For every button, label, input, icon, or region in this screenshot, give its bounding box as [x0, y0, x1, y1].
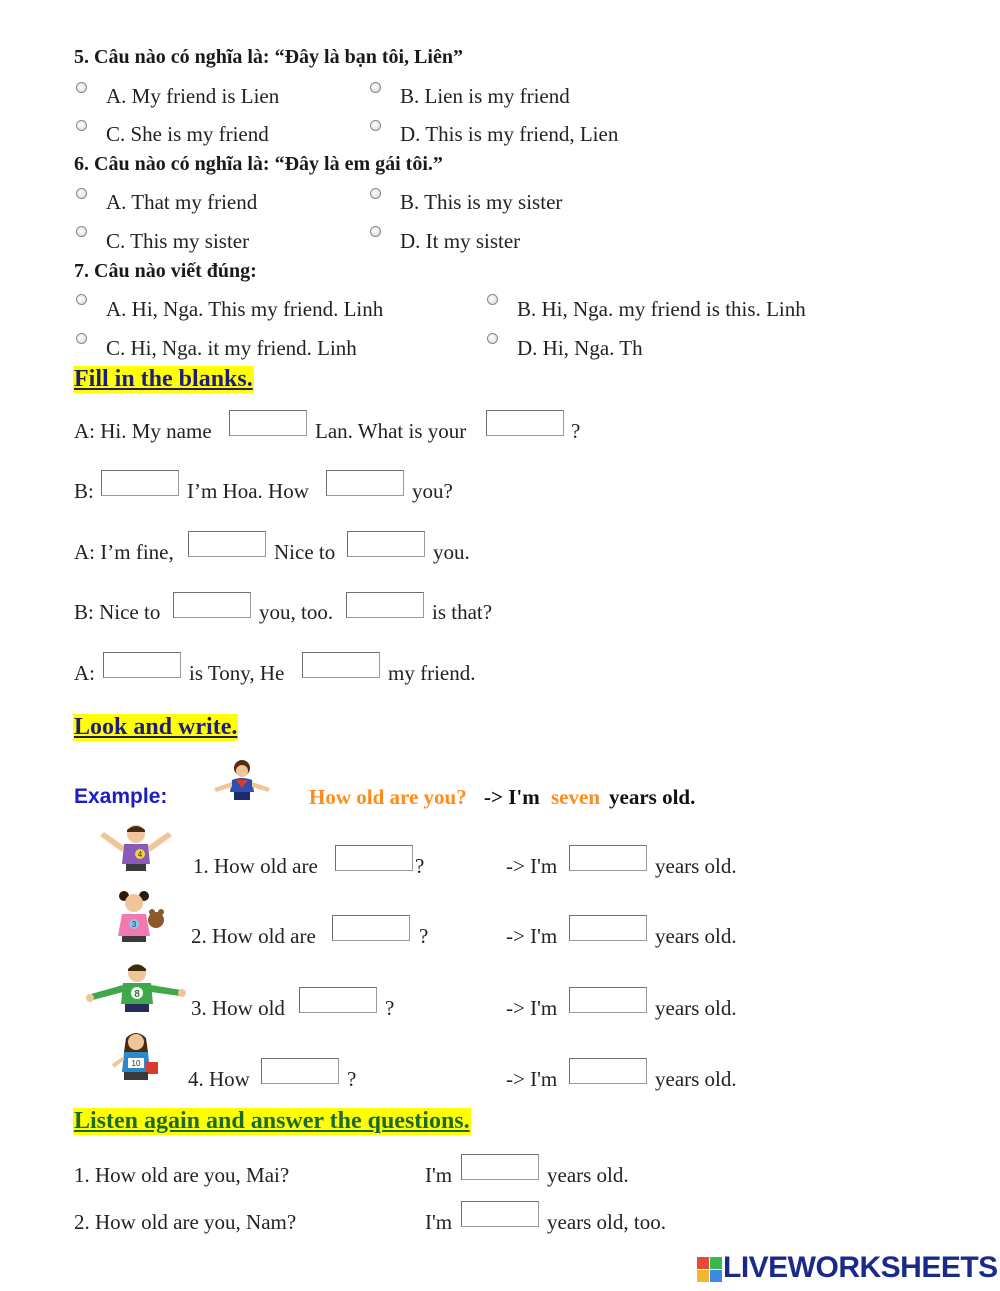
look-blank-4-question[interactable]	[261, 1058, 339, 1084]
radio-q5-b[interactable]	[370, 82, 381, 93]
look-blank-1-question[interactable]	[335, 845, 413, 871]
fill-line-1-c: ?	[571, 419, 581, 443]
liveworksheets-logo-icon	[697, 1255, 723, 1285]
example-question: How old are you?	[309, 785, 467, 809]
listen-item-2-question: 2. How old are you, Nam?	[74, 1210, 297, 1234]
option-q5-d: D. This is my friend, Lien	[400, 122, 619, 146]
look-blank-2-answer[interactable]	[569, 915, 647, 941]
radio-q6-b[interactable]	[370, 188, 381, 199]
option-q7-c: C. Hi, Nga. it my friend. Linh	[106, 336, 357, 360]
example-age: seven	[551, 785, 600, 809]
listen-item-2-tail: years old, too.	[547, 1210, 666, 1234]
example-tail: years old.	[609, 785, 696, 809]
fill-line-1-a: A: Hi. My name	[74, 419, 212, 443]
example-arrow: -> I'm	[484, 785, 540, 809]
look-heading: Look and write.	[74, 714, 238, 740]
radio-q5-d[interactable]	[370, 120, 381, 131]
listen-item-1-tail: years old.	[547, 1163, 629, 1187]
girl-age-ten-picture	[108, 1030, 168, 1082]
fill-line-5-c: my friend.	[388, 661, 476, 685]
option-q5-c: C. She is my friend	[106, 122, 269, 146]
option-q7-a: A. Hi, Nga. This my friend. Linh	[106, 297, 384, 321]
kid-4-number: 10	[131, 1059, 141, 1068]
radio-q5-c[interactable]	[76, 120, 87, 131]
radio-q7-c[interactable]	[76, 333, 87, 344]
listen-blank-2[interactable]	[461, 1201, 539, 1227]
fill-blank-7[interactable]	[173, 592, 251, 618]
question-6-title: 6. Câu nào có nghĩa là: “Đây là em gái tôi.”	[74, 153, 443, 175]
girl-age-three-picture	[108, 890, 170, 944]
fill-blank-4[interactable]	[326, 470, 404, 496]
boy-age-eight-picture	[85, 960, 187, 1014]
fill-line-4-c: is that?	[432, 600, 493, 624]
radio-q7-d[interactable]	[487, 333, 498, 344]
look-item-4-question: 4. How	[188, 1067, 250, 1091]
look-item-3-answer: -> I'm	[506, 996, 558, 1020]
fill-blank-1[interactable]	[229, 410, 307, 436]
look-blank-1-answer[interactable]	[569, 845, 647, 871]
option-q6-b: B. This is my sister	[400, 190, 563, 214]
option-q5-a: A. My friend is Lien	[106, 84, 280, 108]
fill-heading: Fill in the blanks.	[74, 366, 253, 392]
radio-q6-d[interactable]	[370, 226, 381, 237]
look-item-3-question: 3. How old	[191, 996, 285, 1020]
fill-blank-8[interactable]	[346, 592, 424, 618]
liveworksheets-logo-text[interactable]: LIVEWORKSHEETS	[723, 1251, 998, 1284]
listen-item-1-answer: I'm	[425, 1163, 453, 1187]
option-q7-b: B. Hi, Nga. my friend is this. Linh	[517, 297, 806, 321]
look-item-1-question: 1. How old are	[193, 854, 318, 878]
girl-example-picture	[210, 758, 274, 802]
fill-blank-10[interactable]	[302, 652, 380, 678]
fill-line-4-a: B: Nice to	[74, 600, 161, 624]
look-item-1-qmark: ?	[415, 854, 425, 878]
look-item-4-tail: years old.	[655, 1067, 737, 1091]
fill-line-5-b: is Tony, He	[189, 661, 285, 685]
option-q6-a: A. That my friend	[106, 190, 258, 214]
fill-blank-3[interactable]	[101, 470, 179, 496]
fill-line-4-b: you, too.	[259, 600, 334, 624]
look-item-2-question: 2. How old are	[191, 924, 316, 948]
fill-line-1-b: Lan. What is your	[315, 419, 467, 443]
fill-line-2-c: you?	[412, 479, 453, 503]
look-item-3-qmark: ?	[385, 996, 395, 1020]
look-item-2-qmark: ?	[419, 924, 429, 948]
option-q7-d: D. Hi, Nga. Th	[517, 336, 643, 360]
look-item-4-qmark: ?	[347, 1067, 357, 1091]
radio-q5-a[interactable]	[76, 82, 87, 93]
listen-item-2-answer: I'm	[425, 1210, 453, 1234]
kid-3-number: 8	[134, 989, 140, 1000]
look-item-3-tail: years old.	[655, 996, 737, 1020]
option-q6-c: C. This my sister	[106, 229, 250, 253]
fill-line-2-b: I’m Hoa. How	[187, 479, 309, 503]
boy-age-four-picture	[94, 822, 178, 872]
look-item-4-answer: -> I'm	[506, 1067, 558, 1091]
radio-q6-c[interactable]	[76, 226, 87, 237]
radio-q6-a[interactable]	[76, 188, 87, 199]
look-blank-3-answer[interactable]	[569, 987, 647, 1013]
look-item-2-tail: years old.	[655, 924, 737, 948]
fill-blank-2[interactable]	[486, 410, 564, 436]
question-7-title: 7. Câu nào viết đúng:	[74, 260, 257, 282]
listen-item-1-question: 1. How old are you, Mai?	[74, 1163, 290, 1187]
radio-q7-b[interactable]	[487, 294, 498, 305]
listen-blank-1[interactable]	[461, 1154, 539, 1180]
fill-line-3-b: Nice to	[274, 540, 336, 564]
fill-blank-9[interactable]	[103, 652, 181, 678]
look-item-1-answer: -> I'm	[506, 854, 558, 878]
listen-heading: Listen again and answer the questions.	[74, 1108, 470, 1134]
fill-blank-6[interactable]	[347, 531, 425, 557]
look-item-1-tail: years old.	[655, 854, 737, 878]
radio-q7-a[interactable]	[76, 294, 87, 305]
look-blank-4-answer[interactable]	[569, 1058, 647, 1084]
option-q6-d: D. It my sister	[400, 229, 521, 253]
option-q5-b: B. Lien is my friend	[400, 84, 570, 108]
look-blank-3-question[interactable]	[299, 987, 377, 1013]
look-item-2-answer: -> I'm	[506, 924, 558, 948]
fill-blank-5[interactable]	[188, 531, 266, 557]
example-label: Example:	[74, 785, 168, 808]
fill-line-3-c: you.	[433, 540, 470, 564]
kid-1-number: 4	[137, 850, 143, 859]
question-5-title: 5. Câu nào có nghĩa là: “Đây là bạn tôi, Liên”	[74, 46, 463, 68]
fill-line-2-a: B:	[74, 479, 94, 503]
fill-line-3-a: A: I’m fine,	[74, 540, 174, 564]
look-blank-2-question[interactable]	[332, 915, 410, 941]
fill-line-5-a: A:	[74, 661, 95, 685]
kid-2-number: 3	[131, 920, 137, 929]
